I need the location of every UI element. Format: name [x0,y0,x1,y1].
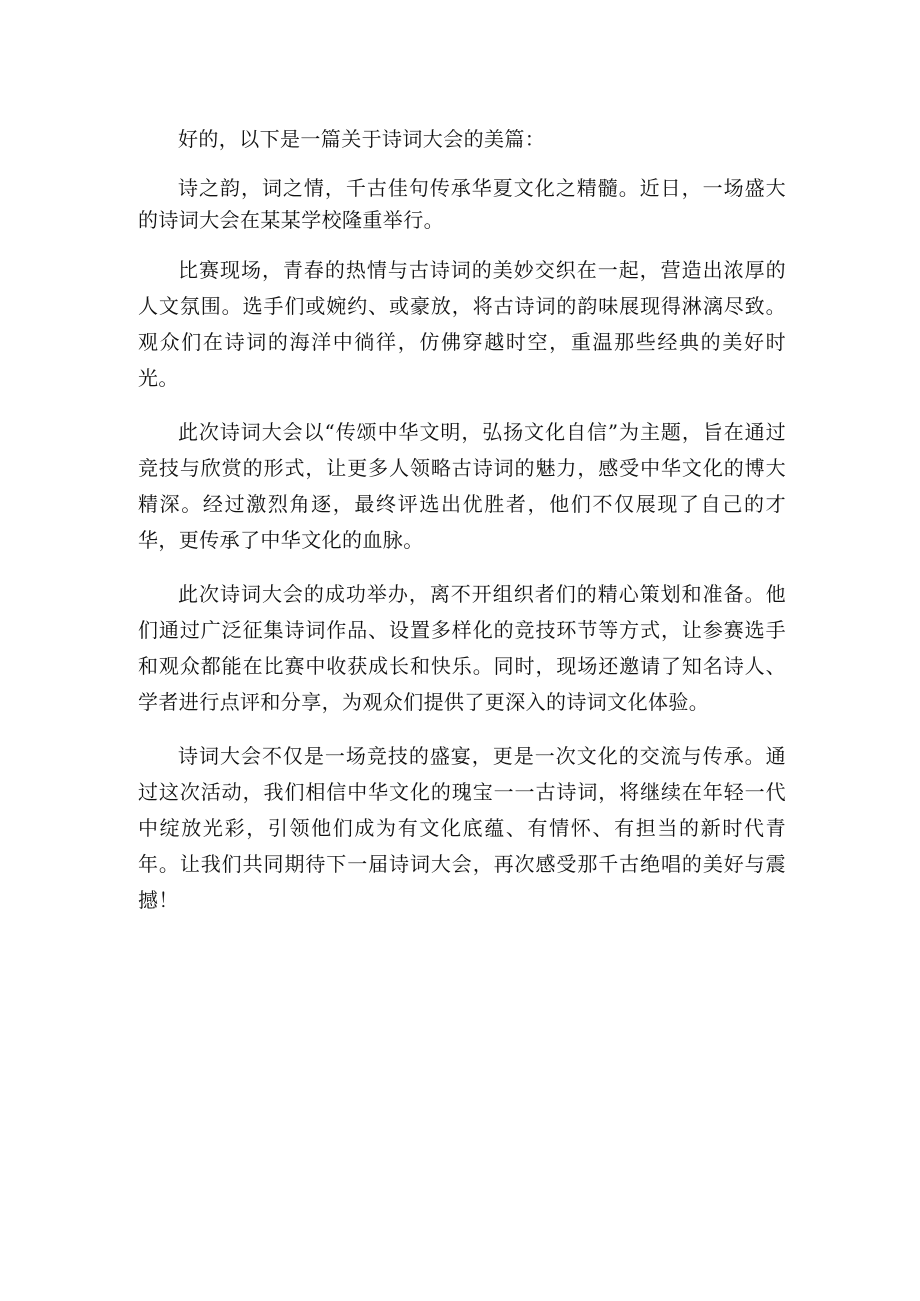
closing-paragraph: 诗词大会不仅是一场竞技的盛宴，更是一次文化的交流与传承。通过这次活动，我们相信中华文化的瑰宝一一古诗词，将继续在年轻一代中绽放光彩，引领他们成为有文化底蕴、有情怀、有担当的新时代青年。让我们共同期待下一届诗词大会，再次感受那千古绝唱的美好与震撼！ [138,744,786,912]
theme-paragraph: 此次诗词大会以“传颂中华文明，弘扬文化自信”为主题，旨在通过竞技与欣赏的形式，让更多人领略古诗词的魅力，感受中华文化的博大精深。经过激烈角逐，最终评选出优胜者，他们不仅展现了自己的才华，更传承了中华文化的血脉。 [138,420,786,552]
opening-paragraph: 诗之韵，词之情，千古佳句传承华夏文化之精髓。近日，一场盛大的诗词大会在某某学校隆重举行。 [138,176,786,232]
intro-paragraph: 好的，以下是一篇关于诗词大会的美篇： [178,127,546,151]
competition-scene-paragraph: 比赛现场，青春的热情与古诗词的美妙交织在一起，营造出浓厚的人文氛围。选手们或婉约、或豪放，将古诗词的韵味展现得淋漓尽致。观众们在诗词的海洋中徜徉，仿佛穿越时空，重温那些经典的美好时光。 [138,258,786,390]
article-body [138,122,786,936]
organizers-paragraph: 此次诗词大会的成功举办，离不开组织者们的精心策划和准备。他们通过广泛征集诗词作品、设置多样化的竞技环节等方式，让参赛选手和观众都能在比赛中收获成长和快乐。同时，现场还邀请了知名诗人、学者进行点评和分享，为观众们提供了更深入的诗词文化体验。 [138,582,786,714]
